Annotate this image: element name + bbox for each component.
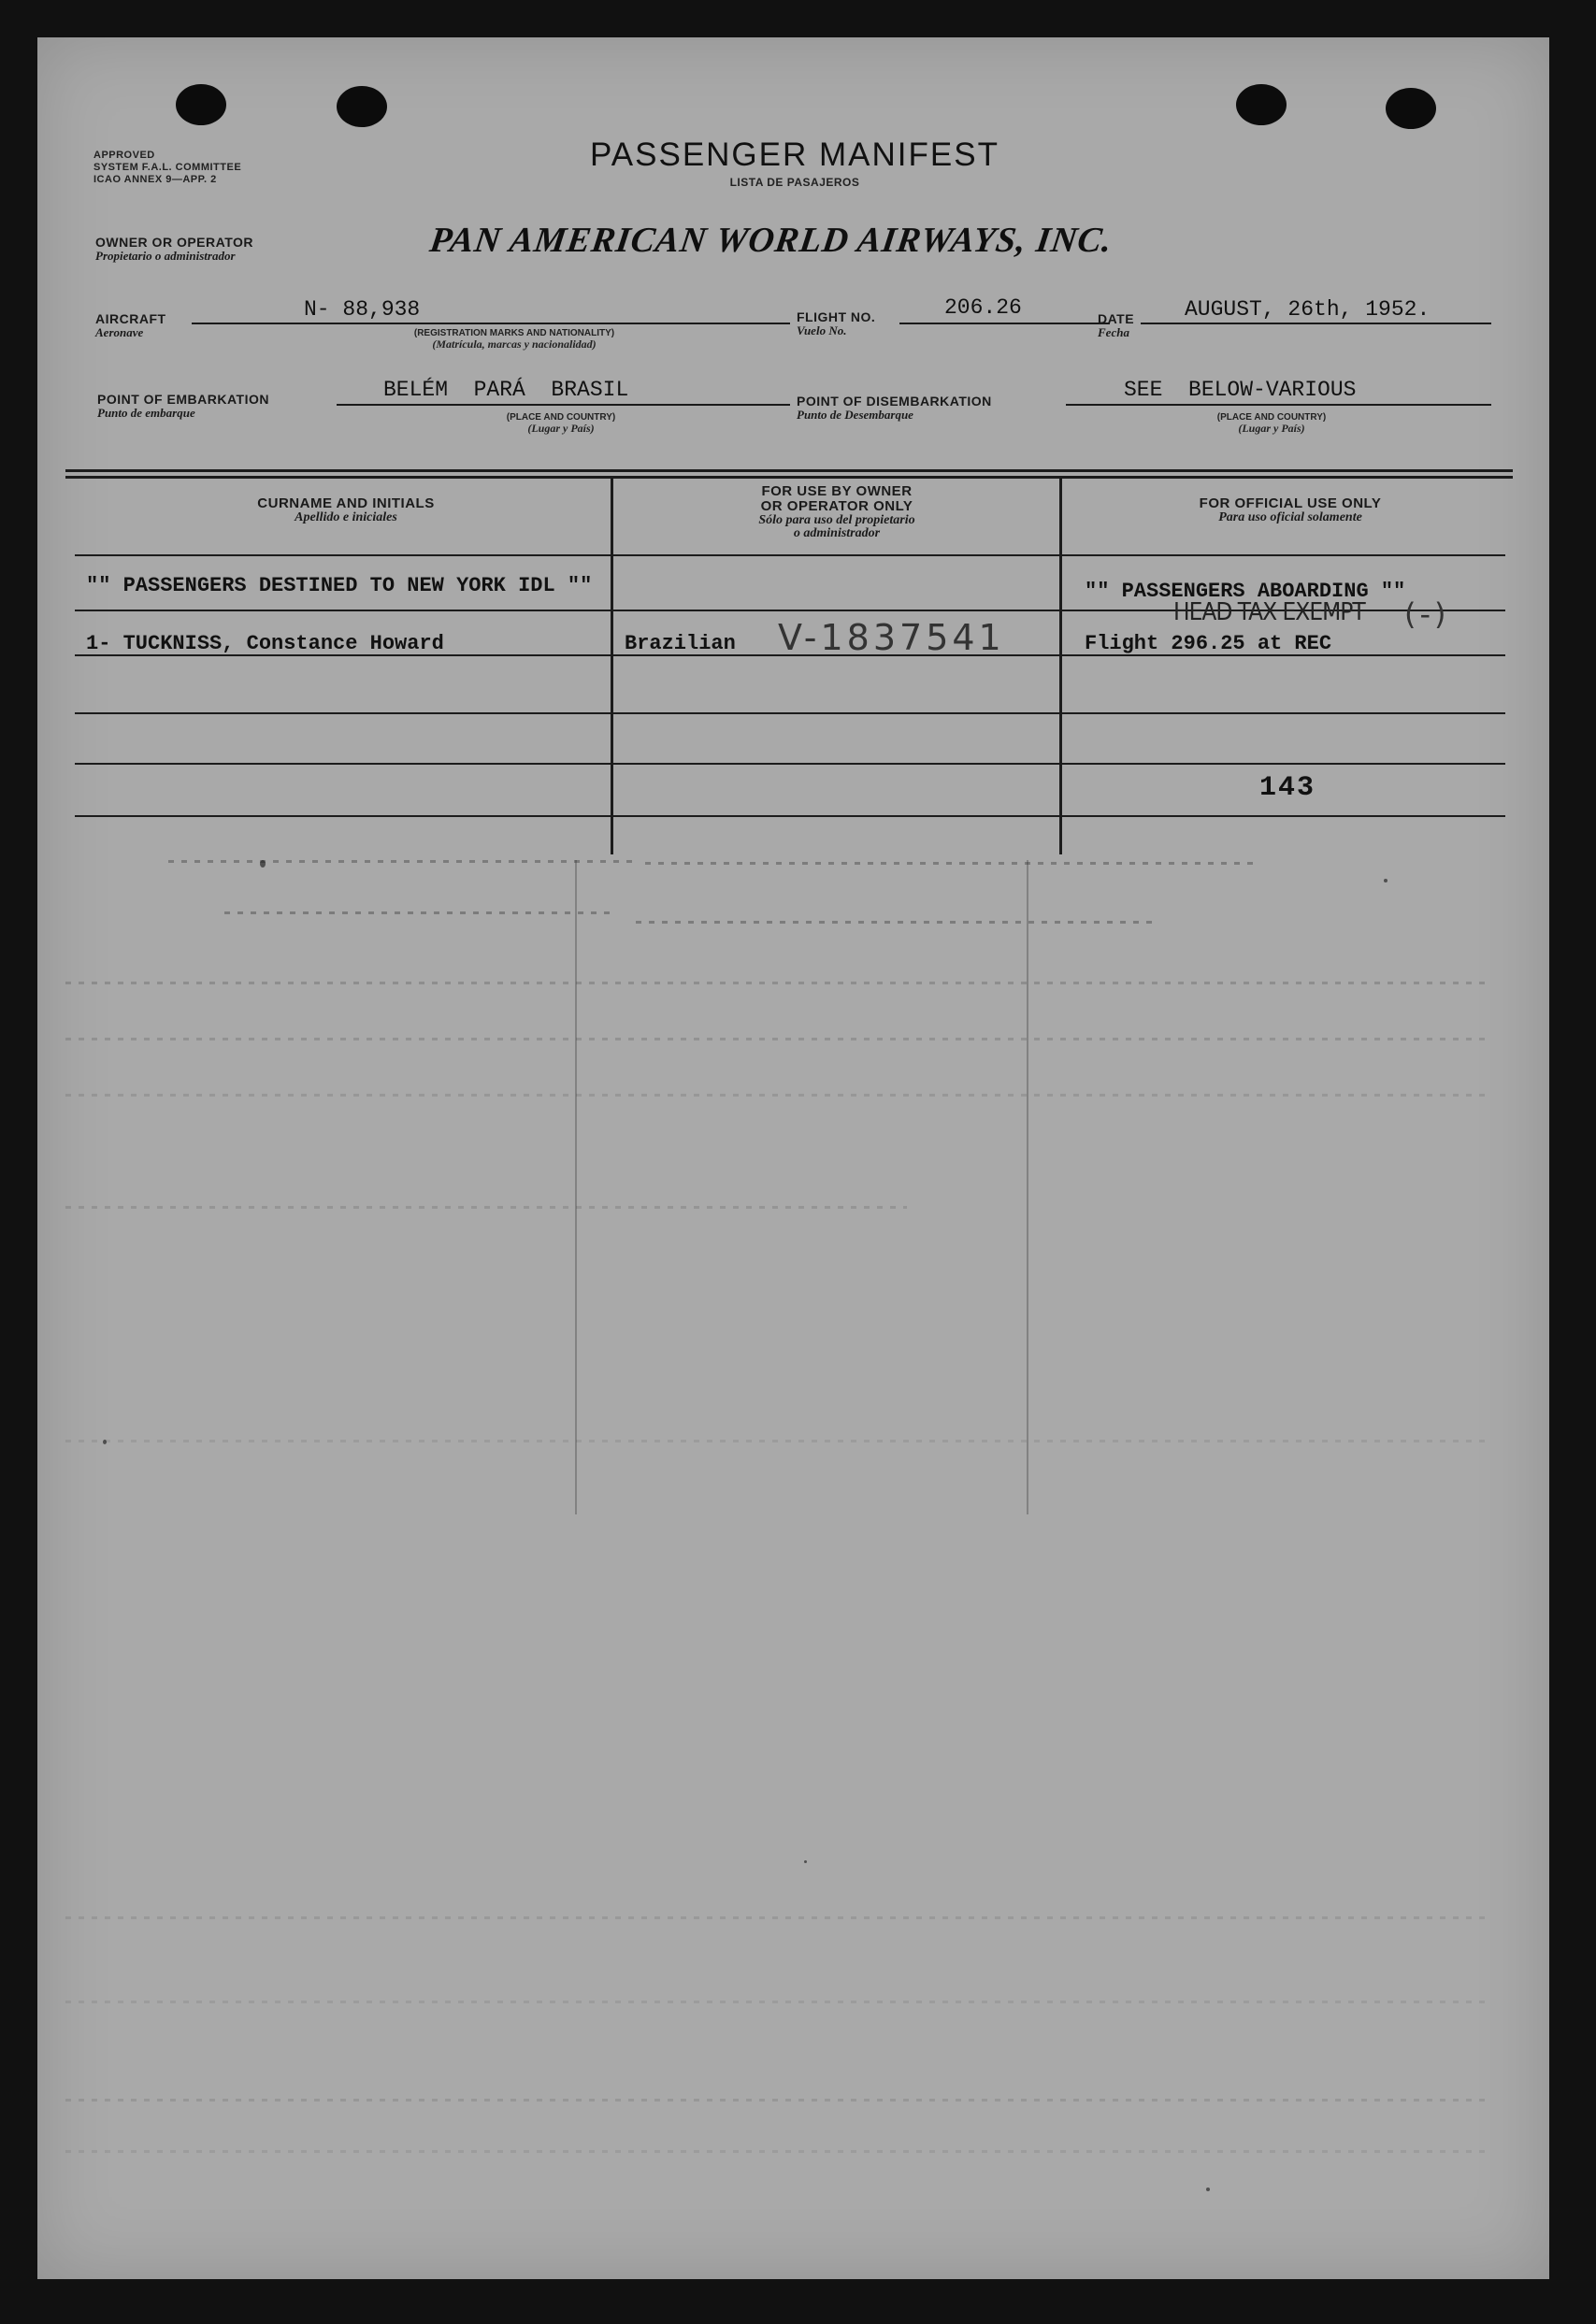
aircraft-caption	[337, 328, 692, 350]
date-label-es: Fecha	[1098, 325, 1129, 339]
row-rule	[75, 554, 1505, 556]
aircraft-caption-en: (REGISTRATION MARKS AND NATIONALITY)	[413, 328, 615, 338]
column-header-name-en: CURNAME AND INITIALS	[257, 495, 435, 511]
table-top-rule	[65, 476, 1513, 479]
column-header-official-es: Para uso oficial solamente	[1218, 510, 1362, 524]
disembarkation-label	[797, 395, 992, 421]
approval-line: SYSTEM F.A.L. COMMITTEE	[93, 162, 242, 173]
bleed-through-mark	[65, 2150, 1487, 2153]
column-header-official-en: FOR OFFICIAL USE ONLY	[1199, 495, 1382, 511]
paper-speck	[260, 860, 266, 868]
aboarding-note: "" PASSENGERS ABOARDING ""	[1085, 580, 1406, 603]
column-header-operator-en: OR OPERATOR ONLY	[760, 498, 913, 514]
owner-label-en: OWNER OR OPERATOR	[95, 235, 253, 250]
paper-speck	[103, 1440, 107, 1444]
punch-hole	[176, 84, 226, 125]
bleed-through-mark	[65, 2099, 1487, 2102]
paper-speck	[1384, 879, 1388, 882]
embarkation-caption-en: (PLACE AND COUNTRY)	[506, 412, 616, 423]
approval-line: ICAO ANNEX 9—APP. 2	[93, 174, 217, 185]
embarkation-underline	[337, 404, 790, 406]
bleed-through-mark	[65, 2001, 1487, 2003]
row-rule	[75, 763, 1505, 765]
disembarkation-value: SEE BELOW-VARIOUS	[1124, 378, 1357, 402]
column-header-name	[93, 496, 598, 524]
bleed-through-mark	[224, 911, 617, 914]
disembarkation-underline	[1066, 404, 1491, 406]
disembarkation-caption	[1178, 412, 1365, 434]
bleed-through-mark	[65, 1206, 907, 1209]
bleed-through-mark	[65, 1916, 1487, 1919]
page-subtitle: LISTA DE PASAJEROS	[729, 176, 860, 189]
passenger-official-note: Flight 296.25 at REC	[1085, 632, 1332, 655]
column-divider	[1059, 477, 1062, 854]
date-label-en: DATE	[1098, 311, 1135, 326]
column-header-name-es: Apellido e iniciales	[295, 510, 397, 524]
disembarkation-label-en: POINT OF DISEMBARKATION	[797, 394, 992, 409]
destination-note: "" PASSENGERS DESTINED TO NEW YORK IDL ""	[86, 574, 593, 597]
embarkation-caption-es: (Lugar y País)	[527, 422, 595, 435]
manifest-sheet	[37, 37, 1549, 2279]
embarkation-label-es: Punto de embarque	[97, 406, 195, 420]
flight-label-en: FLIGHT NO.	[797, 309, 876, 324]
aircraft-underline	[192, 323, 790, 324]
punch-hole	[1236, 84, 1287, 125]
owner-label-es: Propietario o administrador	[95, 249, 236, 263]
disembarkation-label-es: Punto de Desembarque	[797, 408, 913, 422]
operator-name: PAN AMERICAN WORLD AIRWAYS, INC.	[427, 221, 1115, 260]
embarkation-label	[97, 393, 269, 419]
paper-speck	[804, 1860, 807, 1863]
page-title: PASSENGER MANIFEST	[590, 136, 999, 173]
embarkation-caption	[467, 412, 654, 434]
column-divider	[611, 477, 613, 854]
bleed-through-mark	[636, 921, 1159, 924]
approval-note	[93, 150, 241, 186]
column-header-operator-es: o administrador	[793, 526, 881, 540]
aircraft-label	[95, 312, 166, 338]
passenger-handwritten-number: V-1837541	[778, 617, 1005, 658]
date-value: AUGUST, 26th, 1952.	[1185, 297, 1431, 322]
passenger-name: 1- TUCKNISS, Constance Howard	[86, 632, 444, 655]
bleed-through-mark	[65, 1038, 1487, 1040]
row-rule	[75, 815, 1505, 817]
column-header-operator	[617, 484, 1057, 540]
date-label	[1098, 312, 1134, 338]
aircraft-caption-es: (Matrícula, marcas y nacionalidad)	[432, 337, 597, 351]
date-underline	[1141, 323, 1491, 324]
stamp-mark: (-)	[1404, 596, 1450, 632]
bleed-through-mark	[65, 1094, 1487, 1097]
column-header-official	[1066, 496, 1515, 524]
embarkation-label-en: POINT OF EMBARKATION	[97, 392, 269, 407]
approval-line: APPROVED	[93, 150, 155, 161]
bleed-through-mark	[65, 1440, 1487, 1442]
paper-speck	[1206, 2188, 1210, 2191]
aircraft-value: N- 88,938	[304, 297, 421, 322]
bleed-through-mark	[65, 982, 1487, 984]
embarkation-value: BELÉM PARÁ BRASIL	[383, 378, 629, 402]
column-header-operator-es: Sólo para uso del propietario	[758, 513, 915, 527]
disembarkation-caption-en: (PLACE AND COUNTRY)	[1216, 412, 1327, 423]
bleed-through-mark	[168, 860, 636, 863]
page-number: 143	[1259, 772, 1316, 804]
punch-hole	[1386, 88, 1436, 129]
owner-label	[95, 236, 253, 262]
bleed-through-column	[575, 860, 577, 1514]
flight-underline	[899, 323, 1110, 324]
punch-hole	[337, 86, 387, 127]
head-tax-stamp: HEAD TAX EXEMPT	[1173, 598, 1365, 626]
passenger-nationality: Brazilian	[625, 632, 736, 655]
flight-value: 206.26	[944, 295, 1022, 320]
disembarkation-caption-es: (Lugar y País)	[1238, 422, 1305, 435]
bleed-through-column	[1027, 860, 1028, 1514]
flight-label	[797, 310, 875, 337]
column-header-operator-en: FOR USE BY OWNER	[761, 483, 913, 499]
aircraft-label-en: AIRCRAFT	[95, 311, 166, 326]
aircraft-label-es: Aeronave	[95, 325, 144, 339]
table-top-rule	[65, 469, 1513, 472]
bleed-through-mark	[645, 862, 1253, 865]
row-rule	[75, 712, 1505, 714]
flight-label-es: Vuelo No.	[797, 323, 847, 337]
